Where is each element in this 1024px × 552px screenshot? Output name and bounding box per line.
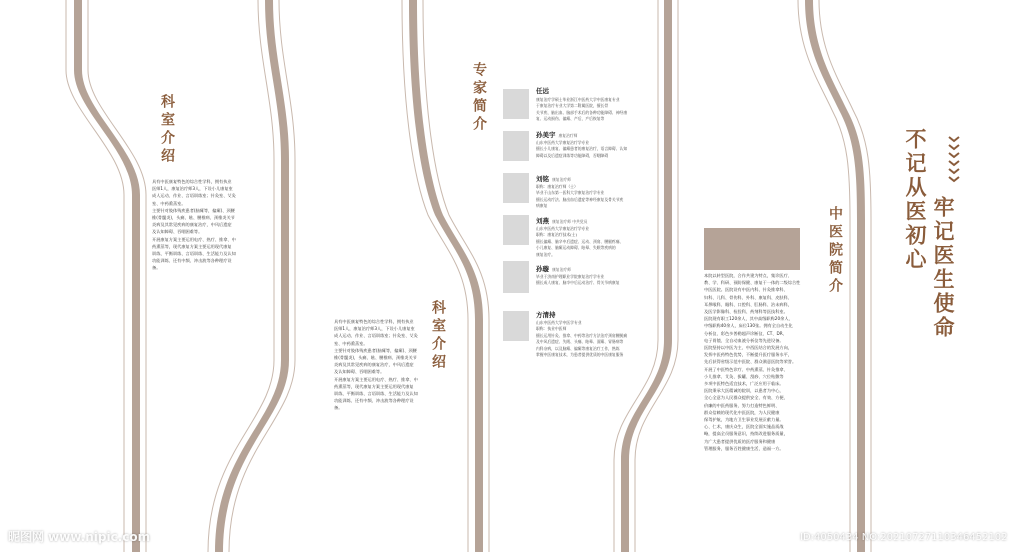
text-line: 先后获得省级示范中医院、群众满意医院等荣誉。 bbox=[704, 359, 797, 365]
text-line: 成人运动、作业、言语训练室；针灸室、艾灸 bbox=[334, 333, 418, 339]
text-line: 功能训练、还有中频、冲击波等各种理疗设 bbox=[334, 398, 414, 404]
text-line: 训练、平衡训练、言语训练、生活能力及认知 bbox=[334, 391, 418, 397]
text-line: 妇科、儿科、骨伤科、外科、康复科、皮肤科、 bbox=[704, 294, 792, 300]
expert-role: 康复治疗师 bbox=[552, 267, 571, 272]
expert-name-text: 孙璇 bbox=[536, 265, 549, 273]
expert-photo-placeholder bbox=[503, 311, 529, 341]
text-line: 室、中药熏蒸室。 bbox=[334, 340, 368, 346]
text-line: 管理服务，服务百姓健康生活，造福一方。 bbox=[704, 445, 784, 451]
text-line: 多项中医特色适宜技术，广泛应用于临床。 bbox=[704, 381, 784, 387]
expert-bio bbox=[536, 97, 664, 123]
expert-name bbox=[536, 216, 587, 225]
expert-name-text: 任远 bbox=[536, 87, 549, 95]
text-line: 开展了中医特色诊疗、中药熏蒸、针灸推拿、 bbox=[704, 366, 788, 372]
slogan-original-heart: 不记从医初心 bbox=[903, 128, 927, 272]
expert-photo-placeholder bbox=[503, 131, 529, 161]
section-title-dept-intro-2: 科室介绍 bbox=[430, 300, 446, 372]
text-line: 发挥中医药特色优势，不断提升医疗服务水平， bbox=[704, 352, 792, 358]
text-line: 群众信赖的现代化中医医院，为人民健康 bbox=[704, 409, 780, 415]
bio-line: 职称：康复治疗技术(士) bbox=[536, 232, 577, 238]
watermark: 昵图网 www.nipic.com bbox=[8, 530, 151, 544]
expert-photo-placeholder bbox=[503, 173, 529, 203]
text-line: 价廉的中医药服务，努力打造特色鲜明、 bbox=[704, 402, 780, 408]
expert-name bbox=[536, 86, 552, 95]
text-line: 保驾护航，为地方卫生事业发展贡献力量。 bbox=[704, 417, 784, 423]
text-line: 功能训练、还有中频、冲击波等各种理疗设 bbox=[152, 258, 232, 264]
bio-line: 擅长偏瘫、脑卒中后遗症、运动、颈肩、腰腿疼痛、 bbox=[536, 238, 624, 244]
text-line: 主要针对肢体残疾患者(脑瘫等，偏瘫)、颈腰 bbox=[334, 347, 417, 353]
expert-photo-placeholder bbox=[503, 215, 529, 245]
expert-role: 康复治疗师 bbox=[558, 133, 578, 138]
text-line: 室、中药熏蒸室。 bbox=[152, 200, 186, 206]
text-line: 开展康复方案主要运用电疗、热疗、推拿、中 bbox=[334, 376, 418, 382]
expert-role: 康复治疗师 bbox=[552, 177, 571, 182]
text-line: 训练、平衡训练、言语训练、生活能力及认知 bbox=[152, 251, 236, 257]
bio-line: 擅长小儿康复、偏瘫患者的康复治疗，语言障碍、认知 bbox=[536, 146, 628, 152]
band-1-fill bbox=[74, 0, 140, 552]
bio-line: 及中风后遗症、失眠、头痛、眩晕、面瘫、胃肠病等 bbox=[536, 339, 624, 345]
bio-line: 关节疾、脑出血、脑部手术后的各种功能障碍、神经康 bbox=[536, 109, 628, 115]
text-line: 本院以转型医院，合作共建为特点，集诊医疗、 bbox=[704, 273, 792, 278]
bio-line: 于康复治疗专业大学第二附属医院，擅长骨 bbox=[536, 103, 609, 109]
expert-bio bbox=[536, 184, 664, 210]
text-line: 略，提高全员服务意识，持续改进服务质量， bbox=[704, 431, 788, 437]
section-title-hospital-intro: 中医院简介 bbox=[827, 206, 843, 296]
bio-line: 康复治疗。 bbox=[536, 251, 555, 257]
text-line: 备。 bbox=[334, 405, 343, 411]
bio-line: 障碍以及后遗症训练等功能障碍，吞咽障碍 bbox=[536, 152, 609, 158]
text-line: 主要针对肢体残疾患者(脑瘫等，偏瘫)、颈腰 bbox=[152, 207, 235, 213]
text-line: 全心全意为人民群众提供安全、有效、方便、 bbox=[704, 395, 788, 401]
expert-name-text: 刘铭 bbox=[536, 175, 549, 183]
hospital-photo-placeholder bbox=[704, 228, 800, 270]
text-line: 及认知障碍、吞咽困难等。 bbox=[334, 369, 385, 375]
text-line: 椎(骨髓炎)，头痛、眩、腰椎病、颈椎炎关节 bbox=[334, 355, 417, 361]
text-line: 电子胃镜、全自动血液分析仪等先进设备。 bbox=[704, 337, 784, 343]
text-line: 炎病及其常见疾病的康复治疗，中风后遗症 bbox=[152, 222, 232, 228]
text-line: 医师1人，康复治疗师3人，下设小儿康复室 bbox=[334, 326, 415, 332]
expert-name bbox=[536, 174, 571, 183]
text-line: 药熏蒸等，现代康复方案主要运用现代康复 bbox=[152, 243, 232, 249]
bio-line: 职称：执业中医师 bbox=[536, 326, 567, 332]
text-line: 医院秉承大医精诚的院训，以患者为中心， bbox=[704, 388, 784, 394]
bio-line: 康复治疗学硕士毕业浙江中医药大学中医康复专业 bbox=[536, 97, 620, 102]
expert-name bbox=[536, 130, 577, 139]
band-1-outline-left bbox=[66, 0, 124, 552]
expert-name-text: 刘燕 bbox=[536, 217, 549, 225]
text-line: 耳鼻喉科、眼科、口腔科、肛肠科、治未病科， bbox=[704, 301, 792, 307]
text-line: 为广大患者提供优质的医疗服务和健康 bbox=[704, 438, 776, 444]
section-title-experts: 专家简介 bbox=[471, 62, 487, 134]
text-line: 成人运动、作业、言语训练室；针灸室、艾灸 bbox=[152, 193, 236, 199]
text-line: 医师1人，康复治疗师3人，下设小儿康复室 bbox=[152, 186, 233, 192]
expert-bio bbox=[536, 226, 664, 258]
expert-name bbox=[536, 264, 571, 273]
section-title-dept-intro-1: 科室介绍 bbox=[159, 94, 175, 166]
bio-line: 山东中医药大学中医学专业 bbox=[536, 320, 582, 325]
expert-bio bbox=[536, 140, 664, 159]
expert-name-text: 孙美宇 bbox=[536, 131, 556, 139]
expert-bio bbox=[536, 274, 664, 287]
expert-photo-placeholder bbox=[503, 89, 529, 119]
text-line: 中级职称40余人，床位130张。拥有全自动生化 bbox=[704, 323, 793, 329]
text-line: 小儿推拿、艾灸、拔罐、刮痧、穴位贴敷等 bbox=[704, 373, 784, 379]
text-line: 及认知障碍、吞咽困难等。 bbox=[152, 229, 203, 235]
expert-role: 康复治疗师 中共党员 bbox=[552, 219, 588, 224]
band-2-outline-left bbox=[208, 0, 274, 552]
bio-line: 擅长运用针灸、推拿、中药等治疗方法治疗颈肩腰腿痛 bbox=[536, 332, 628, 338]
bio-line: 掌握中医康复技术，为患者提供优质的中医康复服务 bbox=[536, 352, 624, 358]
text-line: 心、仁术，康庆众生，医院全面实施品质战 bbox=[704, 424, 784, 430]
bio-line: 复、运动损伤、偏瘫、产后，产后恢复等 bbox=[536, 116, 605, 122]
dept-intro-1-text bbox=[152, 178, 262, 272]
text-line: 具有中医康复特色的综合性学科，拥有执业 bbox=[334, 319, 414, 324]
expert-photo-placeholder bbox=[503, 261, 529, 293]
bio-line: 毕业于济南护理职业学院康复治疗学专业 bbox=[536, 274, 605, 279]
bio-line: 擅长成人康复、脑卒中后运动治疗、骨关节病康复 bbox=[536, 280, 620, 286]
bio-line: 山东中医药大学康复治疗学专业 bbox=[536, 226, 590, 231]
expert-name-text: 方清持 bbox=[536, 311, 556, 319]
bio-line: 擅长运动疗法、脑出血后遗症等神经康复及骨关节疾 bbox=[536, 196, 624, 202]
bio-line: 内科杂病，以及脑瘫、偏瘫等康复治疗工作，熟练 bbox=[536, 345, 620, 351]
bio-line: 病康复 bbox=[536, 203, 548, 209]
text-line: 开展康复方案主要运用电疗、热疗、推拿、中 bbox=[152, 236, 236, 242]
bio-line: 职称：康复治疗师（士） bbox=[536, 184, 578, 189]
text-line: 教、学、科研、预防保健、康复于一体的二级综合性 bbox=[704, 280, 801, 286]
text-line: 分析仪、彩色多普勒超声诊断仪、CT、DR、 bbox=[704, 330, 787, 336]
text-line: 椎(骨髓炎)，头痛、眩、腰椎病、颈椎炎关节 bbox=[152, 215, 235, 221]
text-line: 备。 bbox=[152, 265, 161, 271]
bio-line: 小儿康复、脑瘫运动障碍、眩晕、失眠等疾病的 bbox=[536, 245, 616, 251]
dept-intro-2-text bbox=[334, 318, 446, 412]
hospital-intro-text bbox=[704, 272, 816, 452]
chevron-down-icon bbox=[943, 136, 965, 188]
text-line: 药熏蒸等，现代康复方案主要运用现代康复 bbox=[334, 383, 414, 389]
slogan-mission: 牢记医生使命 bbox=[931, 196, 955, 340]
image-id: ID:4050434 NO:20210727110346452102 bbox=[800, 532, 1008, 543]
text-line: 具有中医康复特色的综合性学科，拥有执业 bbox=[152, 179, 232, 184]
text-line: 炎病及其常见疾病的康复治疗，中风后遗症 bbox=[334, 362, 414, 368]
text-line: 及医学影像科、检验科、药剂科等医技科室。 bbox=[704, 309, 788, 315]
text-line: 中医医院。医院设有中医内科、针灸推拿科、 bbox=[704, 287, 788, 293]
text-line: 医院坚持以中医为主、中西医结合的发展方向， bbox=[704, 345, 792, 351]
bio-line: 毕业于山东第一医科大学康复治疗学专业 bbox=[536, 190, 605, 196]
text-line: 医院现有职工120余人，其中高级职称20余人、 bbox=[704, 316, 793, 322]
expert-bio bbox=[536, 320, 664, 358]
expert-name bbox=[536, 310, 559, 319]
bio-line: 山东中医药大学康复治疗学专业 bbox=[536, 140, 590, 145]
